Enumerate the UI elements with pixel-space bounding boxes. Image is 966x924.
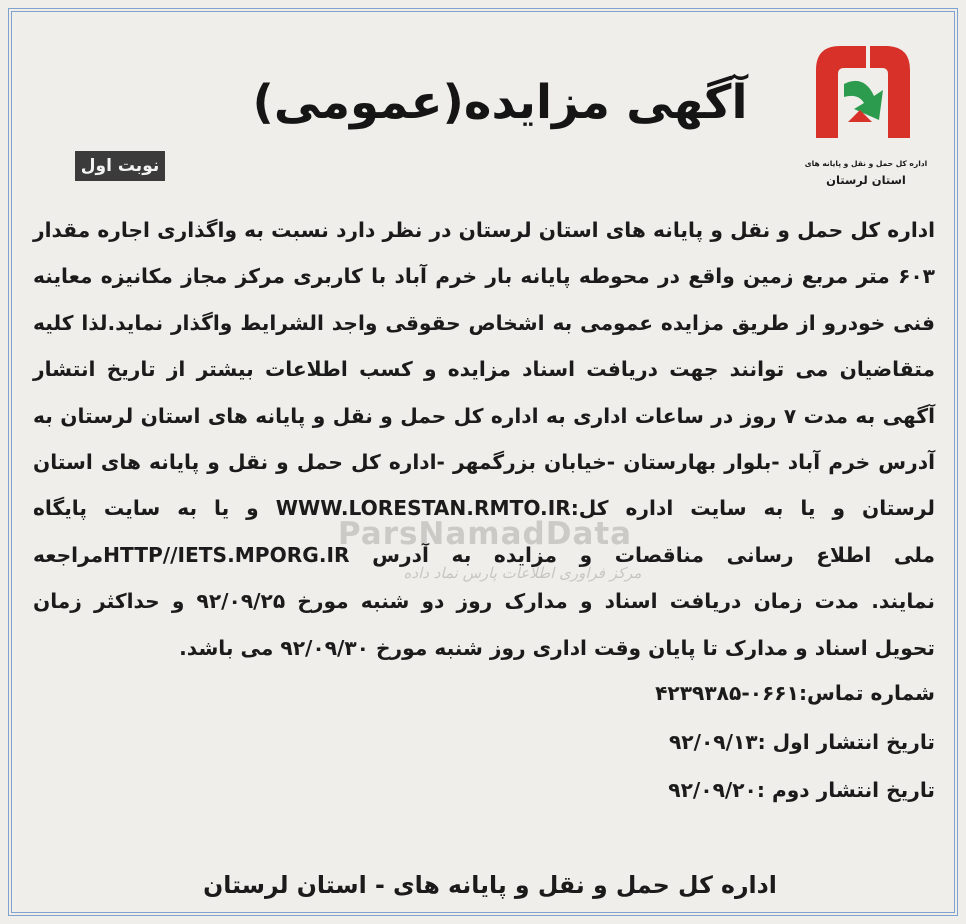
second-publication-text: تاریخ انتشار دوم :۹۲/۰۹/۲۰	[668, 778, 935, 802]
body-line-text: متقاضیان می توانند جهت دریافت اسناد مزایده و کسب اطلاعات بیشتر از تاریخ انتشار	[33, 357, 935, 382]
body-line	[31, 485, 935, 531]
body-line	[31, 578, 935, 624]
body-line-text: اداره کل حمل و نقل و پایانه های استان لرستان در نظر دارد نسبت به واگذاری اجاره مقدار	[33, 218, 935, 242]
footer-signature	[200, 862, 780, 908]
body-line	[31, 253, 935, 299]
body-line	[31, 346, 935, 392]
body-line	[31, 207, 935, 253]
edition-badge-text: نوبت اول	[80, 156, 160, 176]
logo-caption-line-2	[804, 169, 928, 187]
logo-caption-text-1: اداره کل حمل و نقل و پایانه های	[804, 159, 928, 168]
body-line-text: ۶۰۳ متر مربع زمین واقع در محوطه پایانه بار خرم آباد با کاربری مرکز مجاز مکانیزه معاینه	[33, 264, 935, 289]
contact-phone	[31, 669, 935, 718]
body-line-text: آدرس خرم آباد -بلوار بهارستان -خیابان بزرگمهر -اداره کل حمل و نقل و پایانه های استان	[33, 449, 935, 474]
watermark-caption-text: مرکز فراوری اطلاعات پارس نماد داده	[403, 564, 642, 582]
page-title	[250, 58, 750, 148]
watermark-brand-text: ParsNamadData	[337, 516, 633, 552]
contact-block	[31, 669, 935, 815]
body-line-text: لرستان و یا به سایت اداره کل:WWW.LORESTAN.RMTO.IR و یا به سایت پایگاه	[33, 496, 935, 521]
notice-body	[31, 207, 935, 671]
logo-caption-line-1	[804, 151, 928, 169]
first-publication-date	[31, 718, 935, 767]
contact-phone-text: شماره تماس:۰۶۶۱-۴۲۳۹۳۸۵	[655, 681, 935, 705]
body-line	[31, 300, 935, 346]
body-line	[31, 532, 935, 578]
edition-badge	[75, 151, 165, 181]
body-line-text: ملی اطلاع رسانی مناقصات و مزایده به آدرس HTTP//IETS.MPORG.IRمراجعه	[33, 542, 935, 567]
second-publication-date	[31, 766, 935, 815]
body-line-text: آگهی به مدت ۷ روز در ساعات اداری به اداره کل حمل و نقل و پایانه های استان لرستان به	[33, 403, 935, 428]
rmto-logo-icon	[808, 38, 918, 143]
body-line-text: نمایند. مدت زمان دریافت اسناد و مدارک روز دو شنبه مورخ ۹۲/۰۹/۲۵ و حداکثر زمان	[33, 589, 935, 614]
body-line	[31, 625, 935, 671]
first-publication-text: تاریخ انتشار اول :۹۲/۰۹/۱۳	[668, 729, 935, 754]
body-line	[31, 393, 935, 439]
page-title-text: آگهی مزایده(عمومی)	[252, 76, 748, 130]
footer-signature-text: اداره کل حمل و نقل و پایانه های - استان لرستان	[203, 871, 777, 899]
body-line-text: فنی خودرو از طریق مزایده عمومی به اشخاص حقوقی واجد الشرایط واگذار نماید.لذا کلیه	[33, 310, 935, 335]
logo-caption-text-2: استان لرستان	[826, 173, 906, 187]
body-line-text: تحویل اسناد و مدارک تا پایان وقت اداری روز شنبه مورخ ۹۲/۰۹/۳۰ می باشد.	[179, 635, 935, 660]
body-line	[31, 439, 935, 485]
